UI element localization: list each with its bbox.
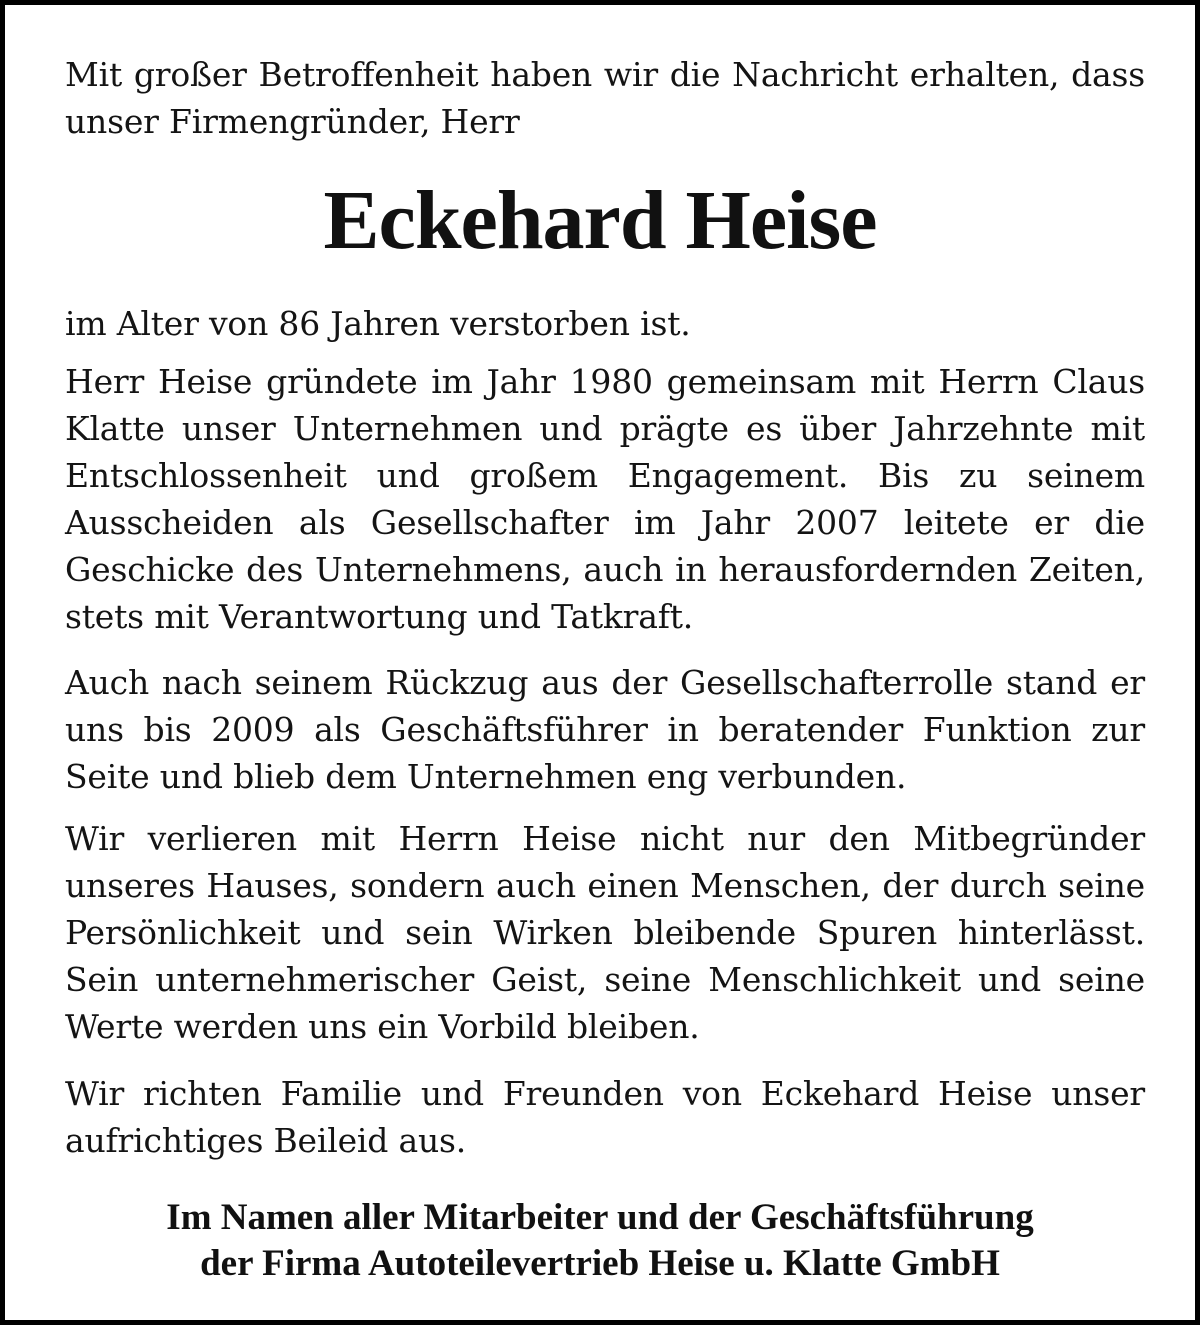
signature-block [5, 1195, 1195, 1287]
retirement-paragraph: Auch nach seinem Rückzug aus der Gesellschafterrolle stand er uns bis 2009 als Geschäftsführer in beratender Funktion zur Seite und blieb dem Unternehmen eng verbunden. [65, 663, 1145, 796]
intro-paragraph: Mit großer Betroffenheit haben wir die Nachricht erhalten, dass unser Firmengründer, Herr [65, 55, 1145, 141]
founding-paragraph: Herr Heise gründete im Jahr 1980 gemeinsam mit Herrn Claus Klatte unser Unternehmen und prägte es über Jahrzehnte mit Entschlossenheit und großem Engagement. Bis zu seinem Ausscheiden als Gesellschafter im Jahr 2007 leitete er die Geschicke des Unternehmens, auch in herausfordernden Zeiten, stets mit Verantwortung und Tatkraft. [65, 362, 1145, 636]
age-line: im Alter von 86 Jahren verstorben ist. [65, 304, 691, 343]
condolence-paragraph: Wir richten Familie und Freunden von Eckehard Heise unser aufrichtiges Beileid aus. [65, 1074, 1145, 1160]
signature-line-staff: Im Namen aller Mitarbeiter und der Geschäftsführung [166, 1197, 1034, 1238]
signature-line-company: der Firma Autoteilevertrieb Heise u. Klatte GmbH [200, 1243, 1000, 1284]
deceased-name: Eckehard Heise [323, 174, 877, 267]
loss-paragraph: Wir verlieren mit Herrn Heise nicht nur den Mitbegründer unseres Hauses, sondern auch einen Menschen, der durch seine Persönlichkeit und sein Wirken bleibende Spuren hinterlässt. Sein unternehmerischer Geist, seine Menschlichkeit und seine Werte werden uns ein Vorbild bleiben. [65, 819, 1145, 1046]
